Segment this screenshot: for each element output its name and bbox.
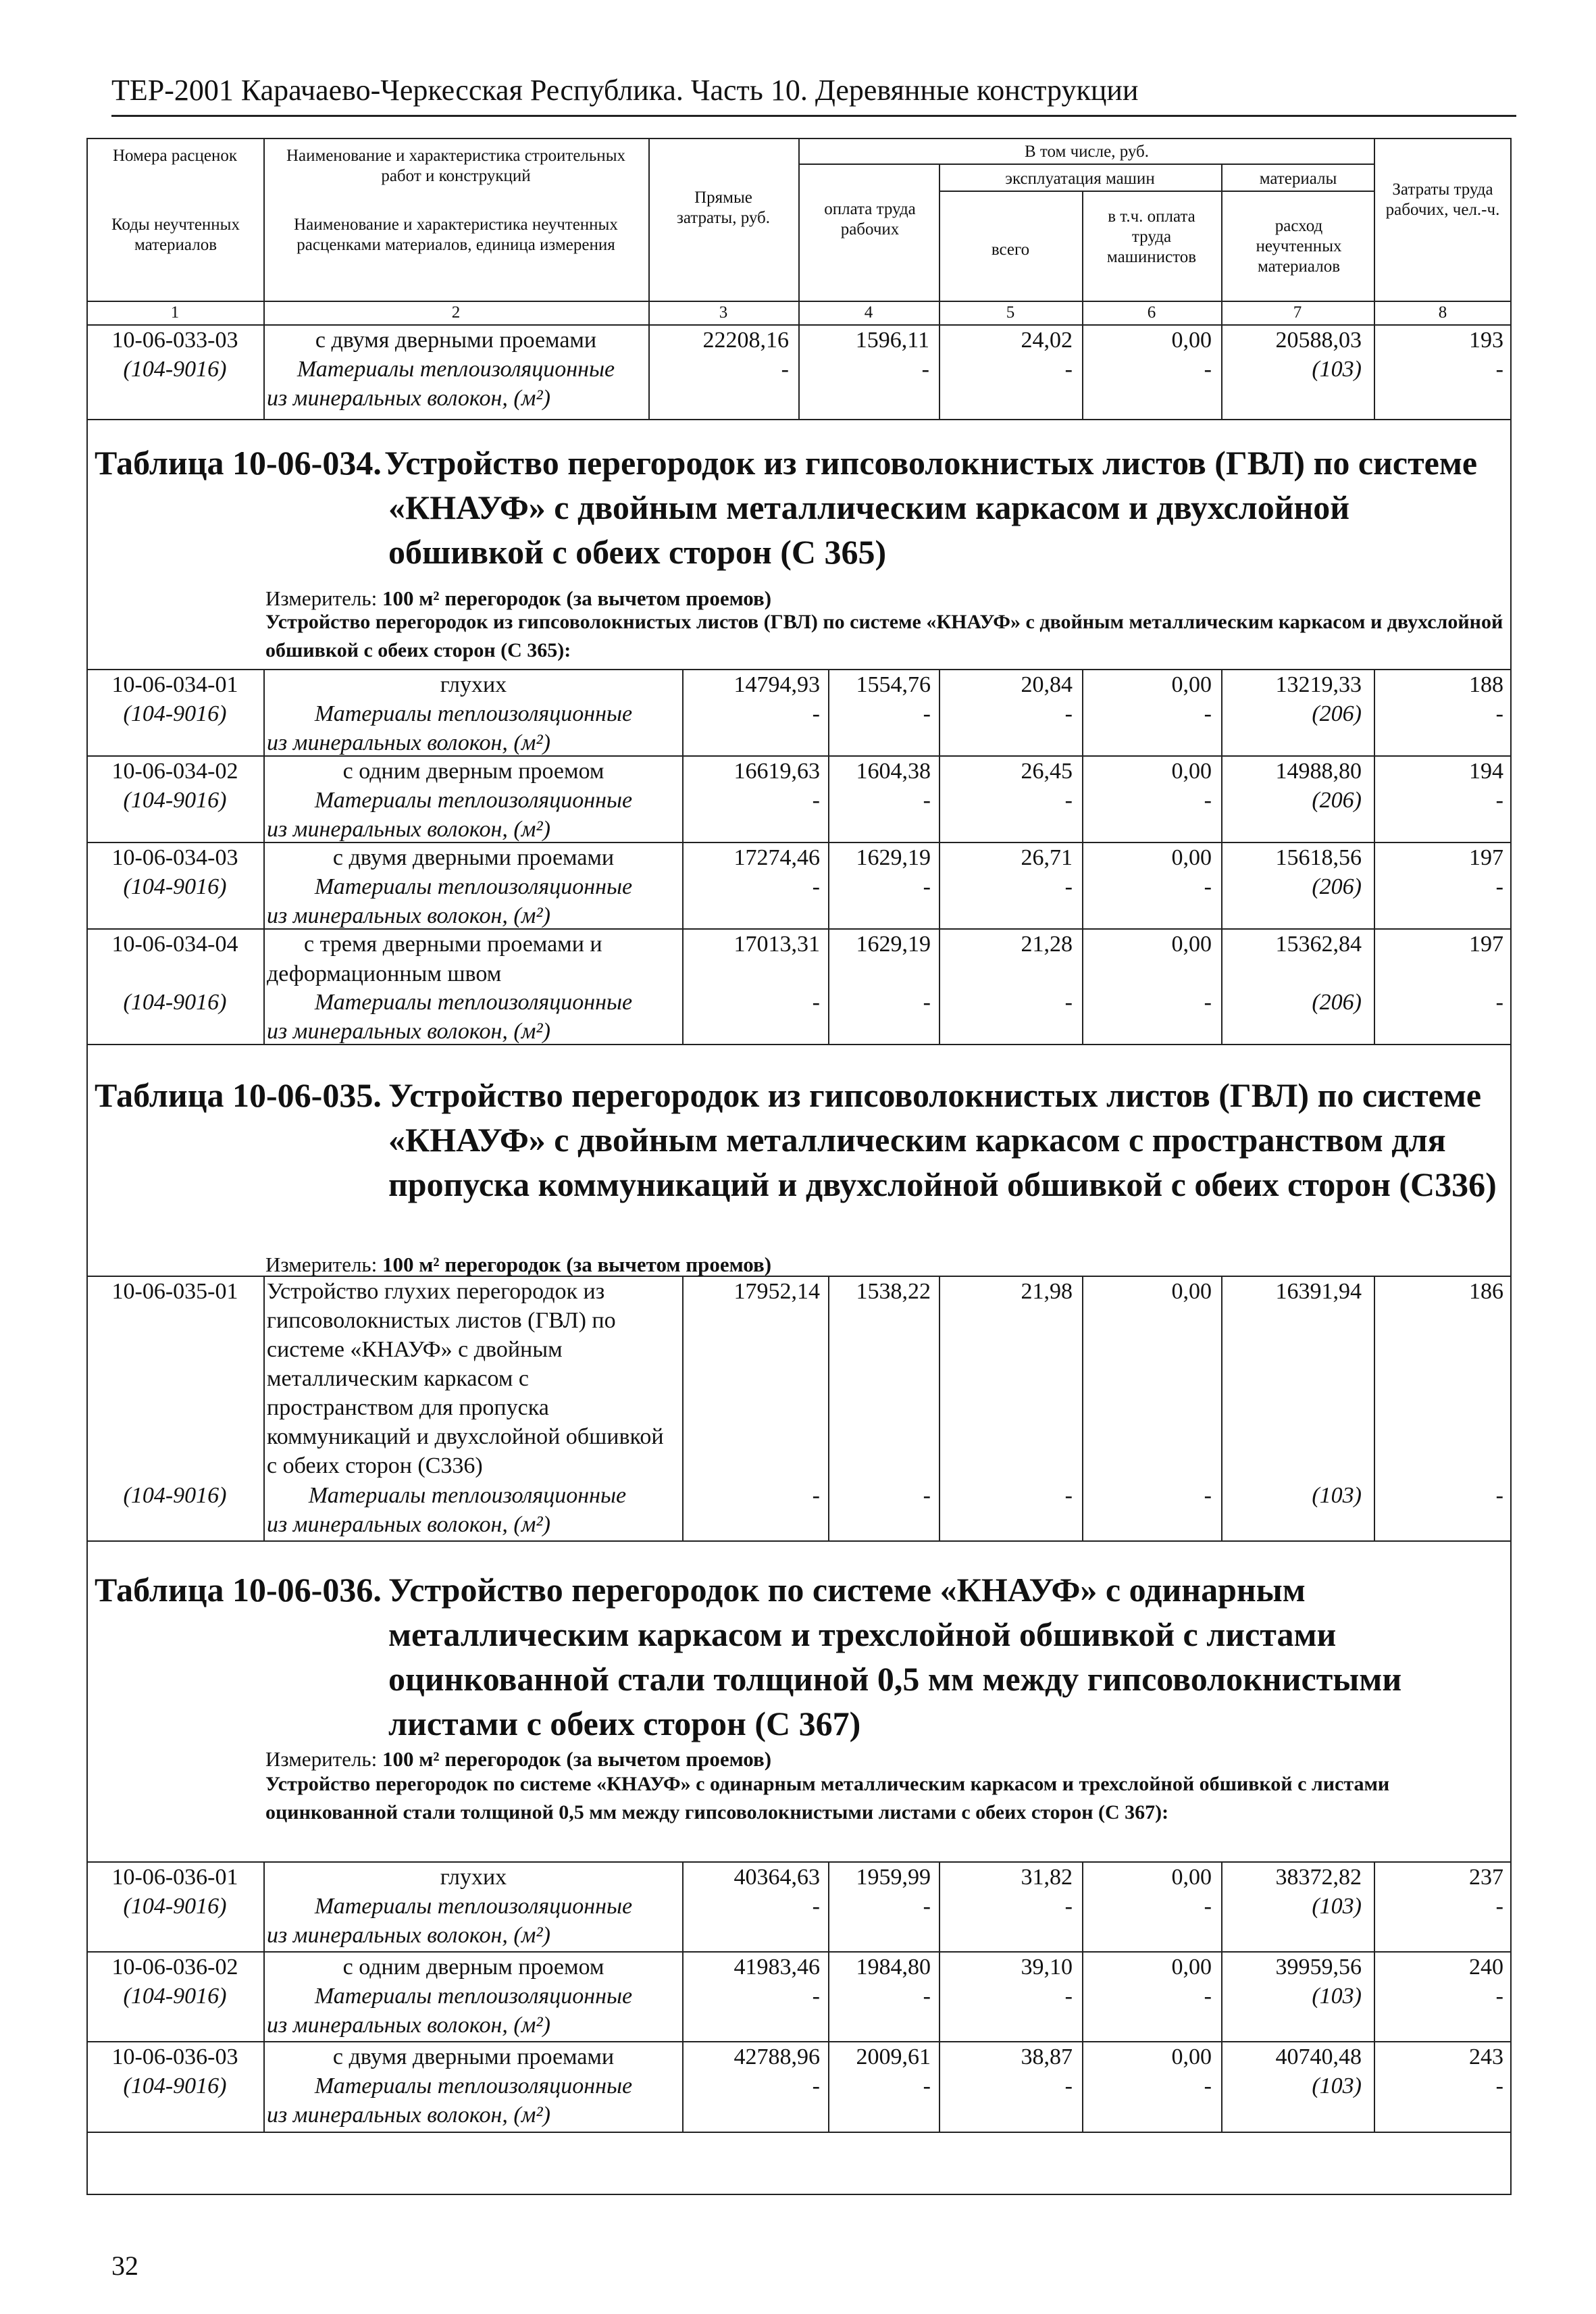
direct-cost: 17013,31 (733, 932, 820, 957)
materials-cost: 14988,80 (1275, 759, 1362, 784)
row-code: 10-06-034-03 (111, 845, 238, 870)
row-code: 10-06-033-03 (111, 328, 238, 353)
dash: - (812, 1984, 820, 2009)
materials-cost: 20588,03 (1275, 328, 1362, 353)
t036-title-text: Устройство перегородок по системе «КНАУФ» с одинарным металлическим каркасом и трехслойной обшивкой с листами оцинкованной стали толщиной 0,5 мм между гипсоволокнистыми листами с обеих сторон (С 367) (388, 1571, 1402, 1742)
material-code: (104-9016) (123, 2073, 227, 2098)
dash: - (1495, 1984, 1503, 2009)
dash: - (1495, 874, 1503, 899)
dash: - (812, 2073, 820, 2098)
labor-hours: 193 (1469, 328, 1503, 353)
material-name: Материалы теплоизоляционные (314, 990, 633, 1015)
dash: - (1204, 1984, 1212, 2009)
materials-cost: 13219,33 (1275, 672, 1362, 697)
material-code: (104-9016) (123, 788, 227, 813)
direct-cost: 40364,63 (733, 1865, 820, 1890)
material-unit: из минеральных волокон, (м²) (267, 1512, 550, 1537)
dash: - (1204, 357, 1212, 382)
machine-labor: 0,00 (1171, 1279, 1212, 1304)
dash: - (1495, 1483, 1503, 1508)
col-number-3: 3 (719, 303, 728, 322)
dash: - (812, 874, 820, 899)
page-number: 32 (111, 2250, 138, 2281)
row-name: глухих (440, 672, 507, 697)
dash: - (1064, 1894, 1073, 1919)
row-code: 10-06-034-02 (111, 759, 238, 784)
labor-cost: 1959,99 (856, 1865, 931, 1890)
machine-labor: 0,00 (1171, 2044, 1212, 2069)
measure-value: 100 м² перегородок (за вычетом проемов) (382, 586, 772, 610)
t035-title-text: Устройство перегородок из гипсоволокнистых листов (ГВЛ) по системе «КНАУФ» с двойным металлическим каркасом с пространством для пропуска коммуникаций и двухслойной обшивкой с обеих сторон (С336) (388, 1076, 1497, 1203)
material-qty: (103) (1312, 1894, 1362, 1919)
material-name: Материалы теплоизоляционные (314, 1984, 633, 2009)
col-number-7: 7 (1293, 303, 1302, 322)
material-unit: из минеральных волокон, (м²) (267, 386, 550, 411)
col5-header: всего (991, 241, 1030, 259)
machine-cost: 38,87 (1021, 2044, 1073, 2069)
labor-hours: 188 (1469, 672, 1503, 697)
col4-header: оплата труда рабочих (824, 200, 916, 238)
col-number-6: 6 (1147, 303, 1156, 322)
row-name: с одним дверным проемом (342, 1955, 604, 1980)
dash: - (1064, 874, 1073, 899)
row-code: 10-06-036-03 (111, 2044, 238, 2069)
labor-hours: 243 (1469, 2044, 1503, 2069)
machine-cost: 21,98 (1021, 1279, 1073, 1304)
labor-hours: 194 (1469, 759, 1503, 784)
dash: - (1495, 788, 1503, 813)
machine-labor: 0,00 (1171, 1865, 1212, 1890)
dash: - (1064, 1984, 1073, 2009)
material-unit: из минеральных волокон, (м²) (267, 2013, 550, 2038)
machine-labor: 0,00 (1171, 1955, 1212, 1980)
labor-cost: 1629,19 (856, 932, 931, 957)
measure-label: Измеритель: (265, 1747, 378, 1771)
dash: - (923, 2073, 931, 2098)
material-qty: (206) (1312, 874, 1362, 899)
dash: - (1495, 990, 1503, 1015)
dash: - (1204, 788, 1212, 813)
col8-header: Затраты труда рабочих, чел.-ч. (1385, 180, 1500, 219)
dash: - (781, 357, 789, 382)
t034-title-text: Устройство перегородок из гипсоволокнистых листов (ГВЛ) по системе «КНАУФ» с двойным металлическим каркасом и двухслойной обшивкой с обеих сторон (С 365) (384, 444, 1478, 571)
direct-cost: 41983,46 (733, 1955, 820, 1980)
col-number-2: 2 (451, 303, 461, 322)
material-code: (104-9016) (123, 357, 227, 382)
dash: - (1204, 2073, 1212, 2098)
material-name: Материалы теплоизоляционные (314, 1894, 633, 1919)
row-name: с одним дверным проемом (342, 759, 604, 784)
dash: - (1495, 1894, 1503, 1919)
row-code: 10-06-034-04 (111, 932, 238, 957)
dash: - (1495, 357, 1503, 382)
material-code: (104-9016) (123, 701, 227, 726)
t034-subtitle: Устройство перегородок из гипсоволокнистых листов (ГВЛ) по системе «КНАУФ» с двойным металлическим каркасом и двухслойной обшивкой с обеих сторон (С 365): (265, 611, 1503, 661)
row-name: с двумя дверными проемами (332, 845, 615, 870)
dash: - (1495, 701, 1503, 726)
dash: - (923, 1483, 931, 1508)
dash: - (1064, 701, 1073, 726)
material-qty: (103) (1312, 1984, 1362, 2009)
material-unit: из минеральных волокон, (м²) (267, 903, 550, 928)
direct-cost: 16619,63 (733, 759, 820, 784)
direct-cost: 17274,46 (733, 845, 820, 870)
dash: - (1064, 2073, 1073, 2098)
machine-cost: 20,84 (1021, 672, 1073, 697)
col3-header: Прямые затраты, руб. (676, 188, 771, 227)
col7-header: расход неучтенных материалов (1256, 217, 1342, 276)
direct-cost: 22208,16 (702, 328, 789, 353)
material-unit: из минеральных волокон, (м²) (267, 730, 550, 755)
machine-cost: 26,71 (1021, 845, 1073, 870)
direct-cost: 42788,96 (733, 2044, 820, 2069)
materials-cost: 16391,94 (1275, 1279, 1362, 1304)
col2-top-header: Наименование и характеристика строительных работ и конструкций (286, 147, 625, 185)
machines-header: эксплуатация машин (1005, 170, 1155, 188)
row-code: 10-06-036-02 (111, 1955, 238, 1980)
row-code: 10-06-035-01 (111, 1279, 238, 1304)
labor-cost: 1554,76 (856, 672, 931, 697)
material-qty: (206) (1312, 990, 1362, 1015)
material-unit: из минеральных волокон, (м²) (267, 2103, 550, 2128)
dash: - (1204, 874, 1212, 899)
t036-measure (265, 1746, 771, 1773)
t036-subtitle: Устройство перегородок по системе «КНАУФ» с одинарным металлическим каркасом и трехслойной обшивкой с листами оцинкованной стали толщиной 0,5 мм между гипсоволокнистыми листами с обеих сторон (С 367): (265, 1773, 1390, 1823)
col1-top-header: Номера расценок (112, 147, 238, 165)
dash: - (1204, 1483, 1212, 1508)
dash: - (812, 788, 820, 813)
direct-cost: 17952,14 (733, 1279, 820, 1304)
labor-cost: 2009,61 (856, 2044, 931, 2069)
labor-cost: 1984,80 (856, 1955, 931, 1980)
material-qty: (206) (1312, 788, 1362, 813)
col-number-8: 8 (1438, 303, 1447, 322)
dash: - (1064, 1483, 1073, 1508)
dash: - (812, 990, 820, 1015)
machine-labor: 0,00 (1171, 932, 1212, 957)
materials-cost: 15362,84 (1275, 932, 1362, 957)
labor-cost: 1604,38 (856, 759, 931, 784)
labor-hours: 197 (1469, 845, 1503, 870)
row-name: с двумя дверными проемами (315, 328, 597, 353)
dash: - (1064, 357, 1073, 382)
machine-labor: 0,00 (1171, 328, 1212, 353)
labor-cost: 1596,11 (855, 328, 929, 353)
dash: - (923, 874, 931, 899)
col-number-1: 1 (170, 303, 180, 322)
col6-header: в т.ч. оплата труда машинистов (1106, 207, 1197, 266)
row-name: с двумя дверными проемами (332, 2044, 615, 2069)
dash: - (923, 1984, 931, 2009)
machine-cost: 24,02 (1021, 328, 1073, 353)
material-code: (104-9016) (123, 874, 227, 899)
dash: - (1204, 1894, 1212, 1919)
material-qty: (206) (1312, 701, 1362, 726)
material-unit: из минеральных волокон, (м²) (267, 1923, 550, 1948)
row-name: с тремя дверными проемами и деформационным швом (267, 932, 602, 986)
dash: - (1064, 990, 1073, 1015)
page-header: ТЕР-2001 Карачаево-Черкесская Республика. Часть 10. Деревянные конструкции (111, 74, 1139, 107)
t035-measure (265, 1251, 771, 1278)
machine-cost: 39,10 (1021, 1955, 1073, 1980)
dash: - (923, 701, 931, 726)
materials-cost: 39959,56 (1275, 1955, 1362, 1980)
dash: - (1064, 788, 1073, 813)
labor-cost: 1538,22 (856, 1279, 931, 1304)
material-code: (104-9016) (123, 990, 227, 1015)
machine-labor: 0,00 (1171, 759, 1212, 784)
dash: - (923, 990, 931, 1015)
labor-cost: 1629,19 (856, 845, 931, 870)
dash: - (1204, 990, 1212, 1015)
materials-cost: 15618,56 (1275, 845, 1362, 870)
material-code: (104-9016) (123, 1894, 227, 1919)
material-name: Материалы теплоизоляционные (314, 874, 633, 899)
material-name: Материалы теплоизоляционные (314, 788, 633, 813)
dash: - (923, 1894, 931, 1919)
material-code: (104-9016) (123, 1483, 227, 1508)
col2-bottom-header: Наименование и характеристика неучтенных расценками материалов, единица измерения (294, 216, 618, 254)
t035-title-label: Таблица 10-06-035. (95, 1076, 382, 1114)
material-qty: (103) (1312, 1483, 1362, 1508)
material-unit: из минеральных волокон, (м²) (267, 817, 550, 842)
row-name: глухих (440, 1865, 507, 1890)
dash: - (921, 357, 929, 382)
col1-bottom-header: Коды неучтенных материалов (111, 216, 240, 254)
dash: - (812, 1894, 820, 1919)
material-code: (104-9016) (123, 1984, 227, 2009)
material-name: Материалы теплоизоляционные (314, 701, 633, 726)
materials-cost: 40740,48 (1275, 2044, 1362, 2069)
labor-hours: 240 (1469, 1955, 1503, 1980)
direct-cost: 14794,93 (733, 672, 820, 697)
col-number-4: 4 (864, 303, 873, 322)
machine-cost: 21,28 (1021, 932, 1073, 957)
dash: - (812, 701, 820, 726)
measure-value: 100 м² перегородок (за вычетом проемов) (382, 1253, 772, 1276)
col-number-5: 5 (1006, 303, 1015, 322)
measure-label: Измеритель: (265, 1253, 378, 1276)
row-name: Устройство глухих перегородок из гипсоволокнистых листов (ГВЛ) по системе «КНАУФ» с двойным металлическим каркасом с пространством для пропуска коммуникаций и двухслойной обшивкой с обеих сторон (С336) (267, 1279, 664, 1478)
machine-labor: 0,00 (1171, 845, 1212, 870)
dash: - (923, 788, 931, 813)
labor-hours: 237 (1469, 1865, 1503, 1890)
machine-cost: 26,45 (1021, 759, 1073, 784)
material-name: Материалы теплоизоляционные (308, 1483, 627, 1508)
machine-cost: 31,82 (1021, 1865, 1073, 1890)
t034-title-label: Таблица 10-06-034. (95, 444, 382, 482)
labor-hours: 186 (1469, 1279, 1503, 1304)
materials-cost: 38372,82 (1275, 1865, 1362, 1890)
material-name: Материалы теплоизоляционные (314, 2073, 633, 2098)
dash: - (1495, 2073, 1503, 2098)
measure-label: Измеритель: (265, 586, 378, 610)
row-code: 10-06-034-01 (111, 672, 238, 697)
material-qty: (103) (1312, 2073, 1362, 2098)
included-header: В том числе, руб. (1024, 143, 1150, 161)
labor-hours: 197 (1469, 932, 1503, 957)
machine-labor: 0,00 (1171, 672, 1212, 697)
dash: - (1204, 701, 1212, 726)
row-code: 10-06-036-01 (111, 1865, 238, 1890)
dash: - (812, 1483, 820, 1508)
material-unit: из минеральных волокон, (м²) (267, 1019, 550, 1044)
material-qty: (103) (1312, 357, 1362, 382)
t036-title-label: Таблица 10-06-036. (95, 1571, 382, 1609)
materials-header: материалы (1259, 170, 1337, 188)
material-name: Материалы теплоизоляционные (297, 357, 615, 382)
measure-value: 100 м² перегородок (за вычетом проемов) (382, 1747, 772, 1771)
header-rule (111, 115, 1516, 117)
